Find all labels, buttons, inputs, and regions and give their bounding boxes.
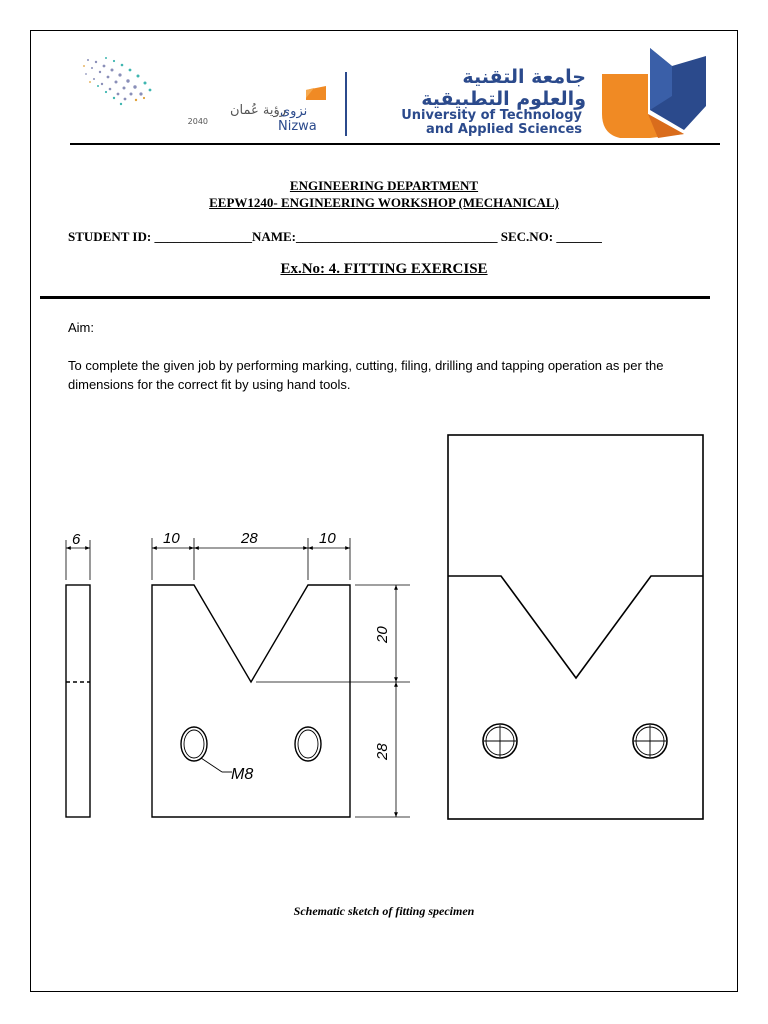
nizwa-arabic-text: نزوى	[280, 104, 308, 119]
side-view	[66, 540, 90, 817]
university-english-line1: University of Technology	[401, 108, 582, 123]
dim-v-width: 28	[241, 530, 258, 547]
front-view-dimensions	[152, 538, 410, 817]
vision-arabic-text: رؤية عُمان	[230, 103, 287, 118]
university-arabic-line2: والعلوم التطبيقية	[421, 88, 586, 110]
course-title: EEPW1240- ENGINEERING WORKSHOP (MECHANICAL)	[209, 195, 559, 210]
assembly-view	[448, 435, 703, 819]
university-english-line2: and Applied Sciences	[426, 122, 582, 137]
aim-label: Aim:	[68, 320, 94, 335]
student-info-line: STUDENT ID: _______________NAME:_______________________________ SEC.NO: _______	[68, 229, 602, 244]
dim-left-flat: 10	[163, 530, 180, 547]
hole-label: M8	[231, 766, 254, 783]
dim-right-flat: 10	[319, 530, 336, 547]
nizwa-english-text: Nizwa	[278, 119, 317, 134]
aim-text: To complete the given job by performing marking, cutting, filing, drilling and tapping operation as per the dimensions for the correct fit by using hand tools.	[68, 358, 664, 392]
dim-v-depth: 20	[374, 626, 391, 643]
figure-caption: Schematic sketch of fitting specimen	[293, 904, 475, 918]
vision-year-text: 2040	[187, 117, 208, 126]
department-title: ENGINEERING DEPARTMENT	[289, 178, 479, 193]
dim-thickness: 6	[72, 531, 81, 548]
university-arabic-line1: جامعة التقنية	[462, 66, 586, 88]
exercise-title: Ex.No: 4. FITTING EXERCISE	[280, 261, 488, 277]
dim-lower-height: 28	[374, 743, 391, 760]
